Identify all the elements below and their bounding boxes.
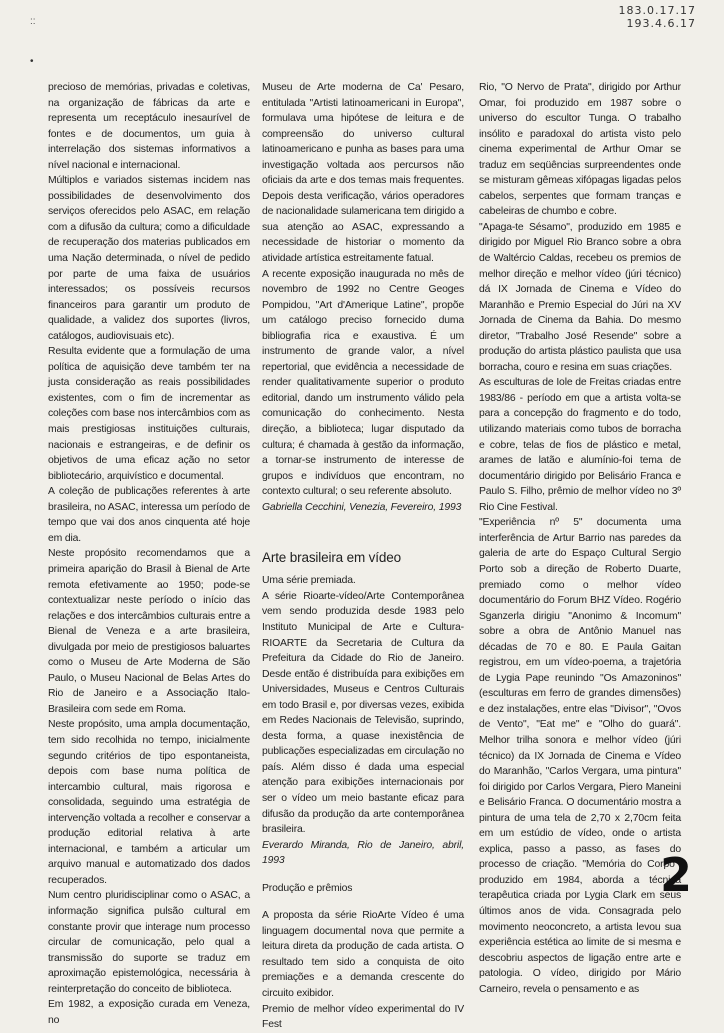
paragraph: Premio de melhor vídeo experimental do IV Fest bbox=[262, 1003, 464, 1031]
paragraph: Rio, "O Nervo de Prata", dirigido por Arthur Omar, foi produzido em 1987 sobre o universo do escultor Tunga. O trabalho insólito e paradoxal do artista visto pelo cinema experimental de Arthur Omar se traduz em seqüências surpreendentes onde se misturam gêmeas xifópagas ligadas pelos cabelos, serpentes que formam tranças e cabeleiras de chumbo e cobre. bbox=[479, 82, 681, 218]
column-2 bbox=[262, 80, 464, 1033]
paragraph: As esculturas de Iole de Freitas criadas entre 1983/86 - período em que a artista volta-se para a concepção do fragmento e do todo, utilizando materiais como tubos de borracha e cobre, telas de fios de plástico e metal, arames de latão e alumínio-foi tema de documentário dirigido por Belisário Franca e Paulo S. Filho, prêmio de melhor vídeo no 3º Rio Cine Festival. bbox=[479, 377, 681, 513]
paragraph: A série Rioarte-vídeo/Arte Contemporânea vem sendo produzida desde 1983 pelo Instituto Municipal de Arte e Cultura-RIOARTE da Secretaria de Cultura da Prefeitura da Cidade do Rio de Janeiro. Desde então é distribuída para exibições em Universidades, Museus e Centros Culturais em todo Brasil e, por diversas vezes, exibida em Redes Nacionais de Televisão, suprindo, desta forma, a quase inexistência de publicações especializadas em circulação no país. Além disso é dada uma especial atenção para exibições internacionais por ser o vídeo um meio bastante eficaz para difusão da produção da arte contemporânea brasileira. bbox=[262, 590, 464, 836]
author-signature: Everardo Miranda, Rio de Janeiro, abril, 1993 bbox=[262, 839, 464, 867]
paragraph: Múltiplos e variados sistemas incidem nas possibilidades de desenvolvimento dos serviços oferecidos pelo ASAC, em relação com a difusão da cultura; como a dificuldade de recuperação dos materias publicados em uma Nação determinada, o nível de pedido por parte de uma faixa de usuários interessados; os possíveis recursos financeiros para garantir um produto de qualidade, a validez dos suportes (livros, catálogos, audiovisuais etc). bbox=[48, 175, 250, 342]
paragraph: Em 1982, a exposição curada em Veneza, no bbox=[48, 999, 250, 1026]
paragraph: Resulta evidente que a formulação de uma política de aquisição deve também ter na justa consideração as reais possibilidades existentes, com o fim de incrementar as coleções com base nos intercâmbios com as mais prestigiosas instituições culturais, nacionais e estrangeiras, e de definir os objetivos de uma eficaz ação no setor bibliotecário, arquivístico e documental. bbox=[48, 346, 250, 482]
corner-mark: :: bbox=[30, 16, 36, 27]
subsection-heading: Produção e prêmios bbox=[262, 882, 353, 894]
margin-mark: • bbox=[30, 56, 34, 67]
section-heading: Arte brasileira em vídeo bbox=[262, 550, 401, 566]
spacer bbox=[262, 515, 464, 537]
paragraph: A coleção de publicações referentes à arte brasileira, no ASAC, interessa um período de tempo que vai dos anos cinquenta até hoje em dia. bbox=[48, 486, 250, 544]
paragraph: Neste propósito, uma ampla documentação, tem sido recolhida no tempo, inicialmente segundo critérios de tipo espontaneista, depois com base numa política de intercambio cultural, mais rigorosa e consolidada, seguindo uma estratégia de intervenção voltada a recolher e conservar a produção editorial relativa à arte internacional, e também a articular um arquivo manual e automatizado dos dados recuperados. bbox=[48, 719, 250, 886]
paragraph: A proposta da série RioArte Vídeo é uma linguagem documental nova que permite a leitura direta da produção de cada artista. O resultado tem sido a conquista de oito premiações e a demanda crescente do circuito exibidor. bbox=[262, 910, 464, 999]
column-3 bbox=[479, 80, 681, 997]
author-signature: Gabriella Cecchini, Venezia, Fevereiro, 1993 bbox=[262, 501, 462, 513]
paragraph: Num centro pluridisciplinar como o ASAC, a informação significa pulsão cultural em constante provir que interage num processo circular de comunicação, pelo qual a transmissão do suporte se traduz em aproximação epistemológica, necessária à reinterpretação do conceito de biblioteca. bbox=[48, 890, 250, 995]
paragraph: Uma série premiada. bbox=[262, 575, 356, 587]
column-1 bbox=[48, 80, 250, 1028]
paragraph: A recente exposição inaugurada no mês de novembro de 1992 no Centre Geoges Pompidou, "Art d'Amerique Latine", propõe um catálogo preciso fornecido duma bibliografia rica e exaustiva. É um instrumento de grande valor, a nível repertorial, que evidência a necessidade de render qualitativamente superior o produto editorial, dando um instrumento válido pela comunicação do conhecimento. Nesta direção, a biblioteca; lugar disputado da cultura; é chamada à gestão da informação, a tornar-se instrumento de interesse de grupos e indivíduos que encontram, no contexto cultural; o seu referente absoluto. bbox=[262, 268, 464, 498]
handwritten-annotation bbox=[619, 4, 696, 30]
paragraph: precioso de memórias, privadas e coletivas, na organização de fábricas da arte e representa um receptáculo inesaurível de fontes e de documentos, um guia à interrelação dos sistemas informativos a nível nacional e internacional. bbox=[48, 82, 250, 171]
annotation-line-1: 183.0.17.17 bbox=[618, 4, 696, 17]
paragraph: Museu de Arte moderna de Ca' Pesaro, entitulada "Artisti latinoamericani in Europa", formulava uma hipótese de leitura e de compreensão do universo cultural latinoamericano e punha as bases para uma investigação voltada aos percursos não oficiais da arte e dos temas mais frequentes. Depois desta verificação, vários operadores de nacionalidade sulamericana tem dirigido a sua atenção ao ASAC, expressando a necessidade de historiar o momento da atividade artística estreitamente fatual. bbox=[262, 82, 464, 265]
paragraph: Neste propósito recomendamos que a primeira aparição do Brasil à Bienal de Arte remota efetivamente ao 1950; pode-se contextualizar neste período o início das relações e dos intercâmbios culturais entre a Bienal de Veneza e a arte brasileira, divulgada por meio de prestigiosos baluartes como o Museu de Arte Moderna de São Paulo, o Museu Nacional de Belas Artes do Rio de Janeiro e a Associação Italo-Brasileira com sede em Roma. bbox=[48, 548, 250, 715]
annotation-line-2: 193.4.6.17 bbox=[626, 17, 696, 30]
paragraph: "Experiência nº 5" documenta uma interferência de Artur Barrio nas paredes da galeria de arte do Espaço Cultural Sergio Porto sob a direção de Roberto Duarte, premiado como o melhor vídeo documentário do Forum BHZ Vídeo. Rogério Sganzerla dirigiu "Anonimo & Incomum" sobre a obra de Antônio Manuel nas décadas de 70 e 80. E Paula Gaitan registrou, em um vídeo-poema, a trajetória de Lygia Pape reunindo "Os Amazoninos" (esculturas em ferro de grandes dimensões) e dez instalações, entre elas "Divisor", "Ovos de Vento", "Eat me" e "Olho do guará". Melhor trilha sonora e melhor vídeo (júri técnico) da IX Jornada de Cinema e Vídeo do Maranhão, "Carlos Vergara, uma pintura" foi dirigido por Carlos Vergara, Piero Maneini e Belisário Franca. O documentário mostra a pintura de uma tela de 2,70 x 2,70cm feita em um estúdio de vídeo, onde o artista explica, passo a passo, as fases do processo de criação. "Memória do Corpo", produzido em 1984, aborda a técnica terapêutica criada por Lygia Clark em seus últimos anos de vida. Consagrada pelo movimento neoconcreto, a artista levou sua experiência estética ao limite de si mesma e descobriu aspectos de ligação entre arte e patologia. O vídeo, dirigido por Mário Carneiro, revela o pensamento e as bbox=[479, 517, 681, 995]
paragraph: "Apaga-te Sésamo", produzido em 1985 e dirigido por Miguel Rio Branco sobre a obra de Waltércio Caldas, recebeu os premios de melhor direção e melhor vídeo (júri técnico) dá IX Jornada de Cinema e Vídeo do Maranhão e Premio Especial do Júri na XV Jornada de Cinema da Bahia. Do mesmo diretor, "Trabalho José Resende" sobre a produção do artista plástico paulista que usa borracha, couro e resina em suas criações. bbox=[479, 221, 681, 373]
page-number: 2 bbox=[660, 848, 693, 902]
